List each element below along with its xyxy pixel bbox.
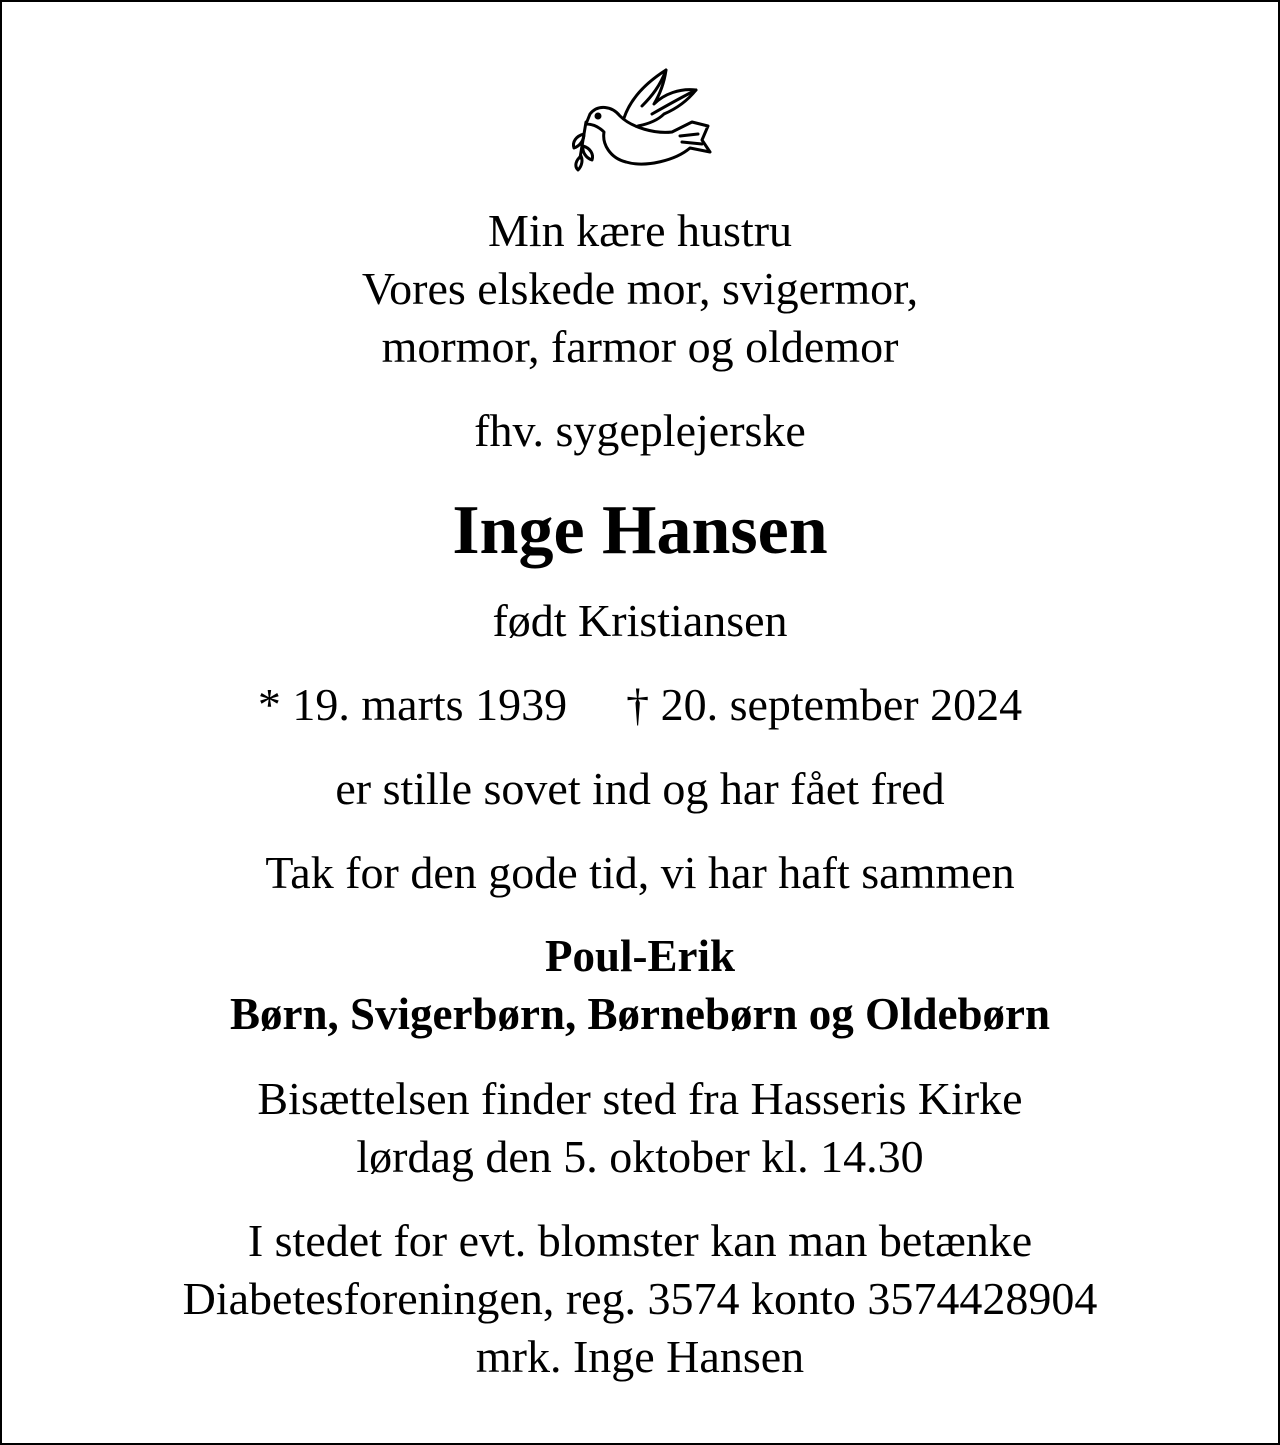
death-symbol: † bbox=[626, 679, 650, 730]
funeral-line-1: Bisættelsen finder sted fra Hasseris Kirke bbox=[257, 1073, 1023, 1124]
donation-line-1: I stedet for evt. blomster kan man betænke bbox=[247, 1215, 1033, 1266]
deceased-name: Inge Hansen bbox=[452, 492, 828, 569]
birth-symbol: * bbox=[257, 679, 281, 730]
born-name: født Kristiansen bbox=[492, 595, 788, 646]
donation-line-3: mrk. Inge Hansen bbox=[475, 1331, 805, 1382]
donation-line-2: Diabetesforeningen, reg. 3574 konto 3574428904 bbox=[182, 1273, 1098, 1324]
passing-text: er stille sovet ind og har fået fred bbox=[335, 763, 945, 814]
intro-line-1: Min kære hustru bbox=[487, 205, 793, 256]
signatory-spouse: Poul-Erik bbox=[544, 931, 736, 981]
death-date: 20. september 2024 bbox=[660, 679, 1023, 730]
funeral-line-2: lørdag den 5. oktober kl. 14.30 bbox=[356, 1131, 924, 1182]
thanks-text: Tak for den gode tid, vi har haft sammen bbox=[265, 847, 1015, 898]
life-dates bbox=[2, 679, 1278, 730]
signatory-family: Børn, Svigerbørn, Børnebørn og Oldebørn bbox=[229, 989, 1051, 1039]
occupation: fhv. sygeplejerske bbox=[474, 405, 806, 456]
intro-line-2: Vores elskede mor, svigermor, bbox=[361, 263, 919, 314]
intro-line-3: mormor, farmor og oldemor bbox=[381, 321, 899, 372]
dove-with-olive-branch-icon bbox=[568, 64, 716, 172]
birth-date: 19. marts 1939 bbox=[292, 679, 568, 730]
